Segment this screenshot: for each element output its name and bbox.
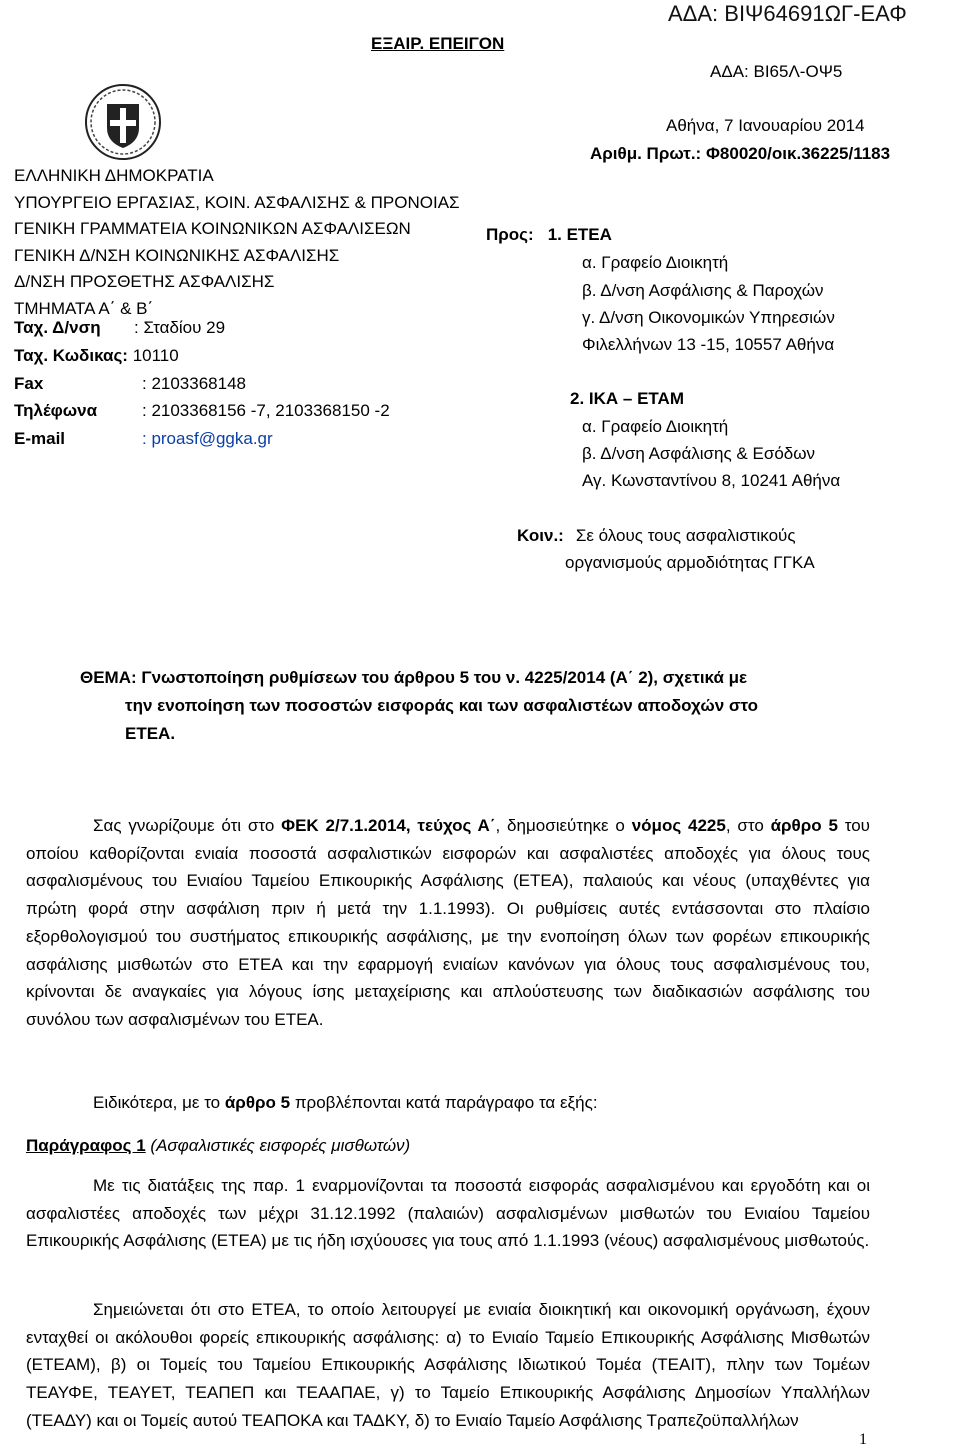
body-text-span: Ειδικότερα, με το	[93, 1093, 225, 1112]
body-bold-span: νόμος 4225	[631, 816, 726, 835]
page-number: 1	[859, 1431, 867, 1448]
address-row	[14, 317, 225, 339]
cc-label: Κοιν.:	[517, 526, 564, 545]
body-text-span: Σας γνωρίζουμε ότι στο	[93, 816, 282, 835]
paragraph-heading-note: (Ασφαλιστικές εισφορές μισθωτών)	[145, 1136, 411, 1155]
email-link[interactable]: : proasf@ggka.gr	[142, 429, 273, 448]
body-text-span: Σημειώνεται ότι στο ΕΤΕΑ, το οποίο λειτουργεί με ενιαία διοικητική και οικονομική οργάνωση, έχουν ενταχθεί οι ακόλουθοι φορείς επικουρικής ασφάλισης: α) το Ενιαίο Ταμείο Επικουρικής Ασφάλισης Μισθωτών (ΕΤΕΑΜ), β) οι Τομείς του Ταμείου Επικουρικής Ασφάλισης Ιδιωτικού Τομέα (ΤΕΑΙΤ), πλην των Τομέων ΤΕΑΥΦΕ, ΤΕΑΥΕΤ, ΤΕΑΠΕΠ και ΤΕΑΑΠΑΕ, γ) το Ταμείο Επικουρικής Ασφάλισης Δημοσίων Υπαλλήλων (ΤΕΑΔΥ) και οι Τομείς αυτού ΤΕΑΠΟΚΑ και ΤΑΔΚΥ, δ) το Ενιαίο Ταμείο Ασφάλισης Τραπεζοϋπαλλήλων	[26, 1300, 870, 1430]
paragraph-heading	[26, 1132, 870, 1160]
sender-line: ΓΕΝΙΚΗ Δ/ΝΣΗ ΚΟΙΝΩΝΙΚΗΣ ΑΣΦΑΛΙΣΗΣ	[14, 245, 340, 265]
body-paragraph-3	[26, 1172, 870, 1255]
sender-line: ΤΜΗΜΑΤΑ Α΄ & Β΄	[14, 298, 154, 318]
postcode-row	[14, 345, 179, 367]
fax-value: : 2103368148	[142, 374, 246, 393]
body-text-span: του οποίου καθορίζονται ενιαία ποσοστά ασφαλιστικών εισφορών και ασφαλιστέες αποδοχές για όλους τους ασφαλισμένους του Ενιαίου Ταμείου Επικουρικής Ασφάλισης (ΕΤΕΑ), παλαιούς και νέους (υπαχθέντες για πρώτη φορά στην ασφάλιση πριν ή μετά την 1.1.1993). Οι ρυθμίσεις αυτές εντάσσονται στο πλαίσιο εξορθολογισμού του συστήματος επικουρικής ασφάλισης, με την ενοποίηση όλων των φορέων επικουρικής ασφάλισης μισθωτών στο ΕΤΕΑ και την εφαρμογή ενιαίων κανόνων για όλους τους ασφαλισμένους του, κρίνονται δε αναγκαίες για λόγους ίσης μεταχείρισης και απλούστευσης των διαδικασιών ασφάλισης του συνόλου των ασφαλισμένων του ΕΤΕΑ.	[26, 816, 870, 1029]
recipient-1-line-a: α. Γραφείο Διοικητή	[582, 253, 729, 272]
ada-main-code: ΑΔΑ: ΒΙΨ64691ΩΓ-ΕΑΦ	[668, 1, 907, 26]
body-bold-span: άρθρο 5	[770, 816, 838, 835]
body-text-span: , δημοσιεύτηκε ο	[495, 816, 632, 835]
subject-line: ΕΤΕΑ.	[125, 724, 176, 743]
phone-row	[14, 400, 390, 422]
address-value: : Σταδίου 29	[134, 318, 226, 337]
to-label: Προς:	[486, 225, 534, 244]
postcode-value: 10110	[132, 346, 179, 365]
ada-secondary-code: ΑΔΑ: ΒΙ65Λ-ΟΨ5	[710, 62, 843, 81]
paragraph-heading-title: Παράγραφος 1	[26, 1136, 146, 1155]
body-text-span: προβλέπονται κατά παράγραφο τα εξής:	[290, 1093, 598, 1112]
fax-row	[14, 373, 246, 395]
recipient-2-line-b: β. Δ/νση Ασφάλισης & Εσόδων	[582, 444, 816, 463]
body-text-span: Με τις διατάξεις της παρ. 1 εναρμονίζονται τα ποσοστά εισφοράς ασφαλισμένου και εργοδότη και οι ασφαλιστέες αποδοχές των μέχρι 31.12.1992 (παλαιών) ασφαλισμένων μισθωτών του Ενιαίου Ταμείου Επικουρικής Ασφάλισης (ΕΤΕΑ) με τις ήδη ισχύουσες για τους από 1.1.1993 (νέους) ασφαλισμένους μισθωτούς.	[26, 1176, 870, 1251]
body-text-span: , στο	[725, 816, 771, 835]
recipients-label	[486, 224, 612, 246]
urgent-marker: ΕΞΑΙΡ. ΕΠΕΙΓΟΝ	[371, 34, 505, 53]
body-paragraph-1	[26, 812, 870, 1034]
protocol-number	[590, 143, 890, 165]
subject-block	[80, 667, 880, 751]
greek-coat-of-arms-icon	[83, 82, 163, 162]
body-paragraph-2	[26, 1089, 870, 1117]
body-paragraph-4	[26, 1296, 870, 1435]
body-bold-span: ΦΕΚ 2/7.1.2014, τεύχος Α΄	[281, 816, 496, 835]
address-label: Ταχ. Δ/νση	[14, 318, 101, 337]
recipient-1-title: 1. ΕΤΕΑ	[547, 225, 612, 244]
email-row	[14, 428, 273, 450]
fax-label: Fax	[14, 374, 44, 393]
cc-row	[517, 525, 796, 547]
sender-line: Δ/ΝΣΗ ΠΡΟΣΘΕΤΗΣ ΑΣΦΑΛΙΣΗΣ	[14, 272, 275, 291]
cc-line-2: οργανισμούς αρμοδιότητας ΓΓΚΑ	[565, 553, 815, 572]
sender-header	[14, 165, 460, 324]
sender-line: ΥΠΟΥΡΓΕΙΟ ΕΡΓΑΣΙΑΣ, ΚΟΙΝ. ΑΣΦΑΛΙΣΗΣ & ΠΡΟΝΟΙΑΣ	[14, 192, 460, 212]
body-bold-span: άρθρο 5	[224, 1093, 291, 1112]
recipient-2-line-a: α. Γραφείο Διοικητή	[582, 417, 729, 436]
postcode-label: Ταχ. Κωδικας:	[14, 346, 128, 365]
recipient-2-address: Αγ. Κωνσταντίνου 8, 10241 Αθήνα	[582, 471, 841, 490]
protocol-label: Αριθμ. Πρωτ.:	[590, 144, 702, 163]
sender-line: ΓΕΝΙΚΗ ΓΡΑΜΜΑΤΕΙΑ ΚΟΙΝΩΝΙΚΩΝ ΑΣΦΑΛΙΣΕΩΝ	[14, 219, 411, 238]
phone-label: Τηλέφωνα	[14, 401, 98, 420]
subject-line: ΘΕΜΑ: Γνωστοποίηση ρυθμίσεων του άρθρου 5 του ν. 4225/2014 (Α΄ 2), σχετικά με	[80, 668, 748, 687]
phone-value: : 2103368156 -7, 2103368150 -2	[142, 401, 390, 420]
cc-line-1: Σε όλους τους ασφαλιστικούς	[575, 526, 796, 545]
recipient-2-title: 2. ΙΚΑ – ΕΤΑΜ	[570, 389, 684, 408]
recipient-1-line-b: β. Δ/νση Ασφάλισης & Παροχών	[582, 281, 824, 300]
sender-line: ΕΛΛΗΝΙΚΗ ΔΗΜΟΚΡΑΤΙΑ	[14, 166, 214, 185]
recipient-1-line-c: γ. Δ/νση Οικονομικών Υπηρεσιών	[582, 308, 835, 327]
document-date: Αθήνα, 7 Ιανουαρίου 2014	[666, 116, 865, 135]
protocol-value: Φ80020/οικ.36225/1183	[705, 144, 891, 163]
recipient-1-address: Φιλελλήνων 13 -15, 10557 Αθήνα	[582, 335, 835, 354]
email-label: E-mail	[14, 429, 66, 448]
subject-line: την ενοποίηση των ποσοστών εισφοράς και των ασφαλιστέων αποδοχών στο	[125, 696, 759, 715]
